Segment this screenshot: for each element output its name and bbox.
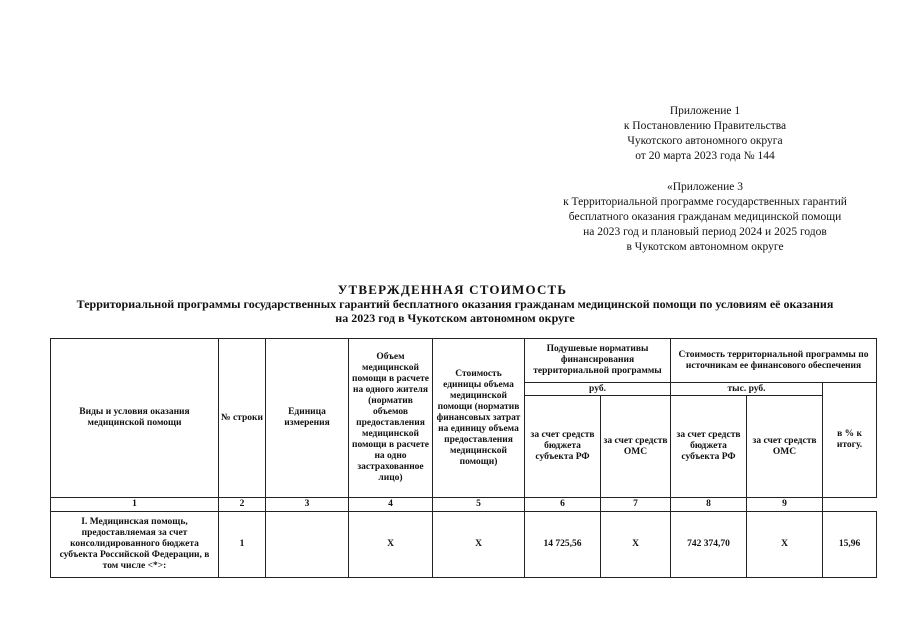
header-row-no: № строки	[219, 339, 266, 498]
appendix-3-block	[520, 180, 890, 255]
cost-table	[50, 338, 877, 578]
header-percent: в % к итогу.	[823, 383, 877, 498]
row-name: I. Медицинская помощь, предоставляемая за счет консолидированного бюджета субъекта Российской Федерации, в том числе <*>:	[51, 512, 219, 578]
appendix-3-line: к Территориальной программе государственных гарантий	[563, 196, 847, 208]
column-number: 1	[51, 498, 219, 512]
header-per-capita: Подушевые нормативы финансирования территориальной программы	[525, 339, 671, 383]
appendix-3-line: бесплатного оказания гражданам медицинской помощи	[568, 211, 842, 223]
header-types: Виды и условия оказания медицинской помощи	[51, 339, 219, 498]
appendix-3-line: «Приложение 3	[666, 181, 744, 193]
header-unit: Единица измерения	[266, 339, 349, 498]
column-number-row	[51, 498, 877, 512]
appendix-3-line: в Чукотском автономном округе	[626, 241, 784, 253]
column-number: 8	[671, 498, 747, 512]
appendix-1-block	[585, 104, 825, 164]
header-volume: Объем медицинской помощи в расчете на одного жителя (норматив объемов предоставления медицинской помощи в расчете на одно застрахованное лицо)	[349, 339, 433, 498]
appendix-1-line: Чукотского автономного округа	[627, 135, 783, 147]
header-total-cost: Стоимость территориальной программы по источникам ее финансового обеспечения	[671, 339, 877, 383]
row-unit-cost: X	[433, 512, 525, 578]
header-budget-2: за счет средств бюджета субъекта РФ	[671, 396, 747, 498]
row-per-capita-oms: X	[601, 512, 671, 578]
subtitle-line-2: на 2023 год в Чукотском автономном округе	[335, 311, 575, 325]
row-per-capita-budget: 14 725,56	[525, 512, 601, 578]
subtitle-line-1: Территориальной программы государственных гарантий бесплатного оказания гражданам медицинской помощи по условиям её оказания	[76, 297, 834, 311]
column-number: 9	[747, 498, 823, 512]
appendix-1-line: от 20 марта 2023 года № 144	[635, 150, 775, 162]
document-subtitle	[40, 297, 870, 325]
column-number: 2	[219, 498, 266, 512]
header-oms-2: за счет средств ОМС	[747, 396, 823, 498]
table-row	[51, 512, 877, 578]
column-number: 7	[601, 498, 671, 512]
row-percent: 15,96	[823, 512, 877, 578]
row-cost-budget: 742 374,70	[671, 512, 747, 578]
header-thousand-rub: тыс. руб.	[671, 383, 823, 396]
column-number: 4	[349, 498, 433, 512]
row-cost-oms: X	[747, 512, 823, 578]
appendix-1-line: к Постановлению Правительства	[623, 120, 787, 132]
row-volume: X	[349, 512, 433, 578]
header-rub: руб.	[525, 383, 671, 396]
appendix-1-line: Приложение 1	[669, 105, 741, 117]
header-oms: за счет средств ОМС	[601, 396, 671, 498]
row-unit	[266, 512, 349, 578]
header-budget: за счет средств бюджета субъекта РФ	[525, 396, 601, 498]
column-number: 5	[433, 498, 525, 512]
header-unit-cost: Стоимость единицы объема медицинской помощи (норматив финансовых затрат на единицу объема предоставления медицинской помощи)	[433, 339, 525, 498]
column-number: 3	[266, 498, 349, 512]
row-number: 1	[219, 512, 266, 578]
document-title: УТВЕРЖДЕННАЯ СТОИМОСТЬ	[337, 282, 568, 297]
appendix-3-line: на 2023 год и плановый период 2024 и 2025 годов	[583, 226, 827, 238]
column-number: 6	[525, 498, 601, 512]
